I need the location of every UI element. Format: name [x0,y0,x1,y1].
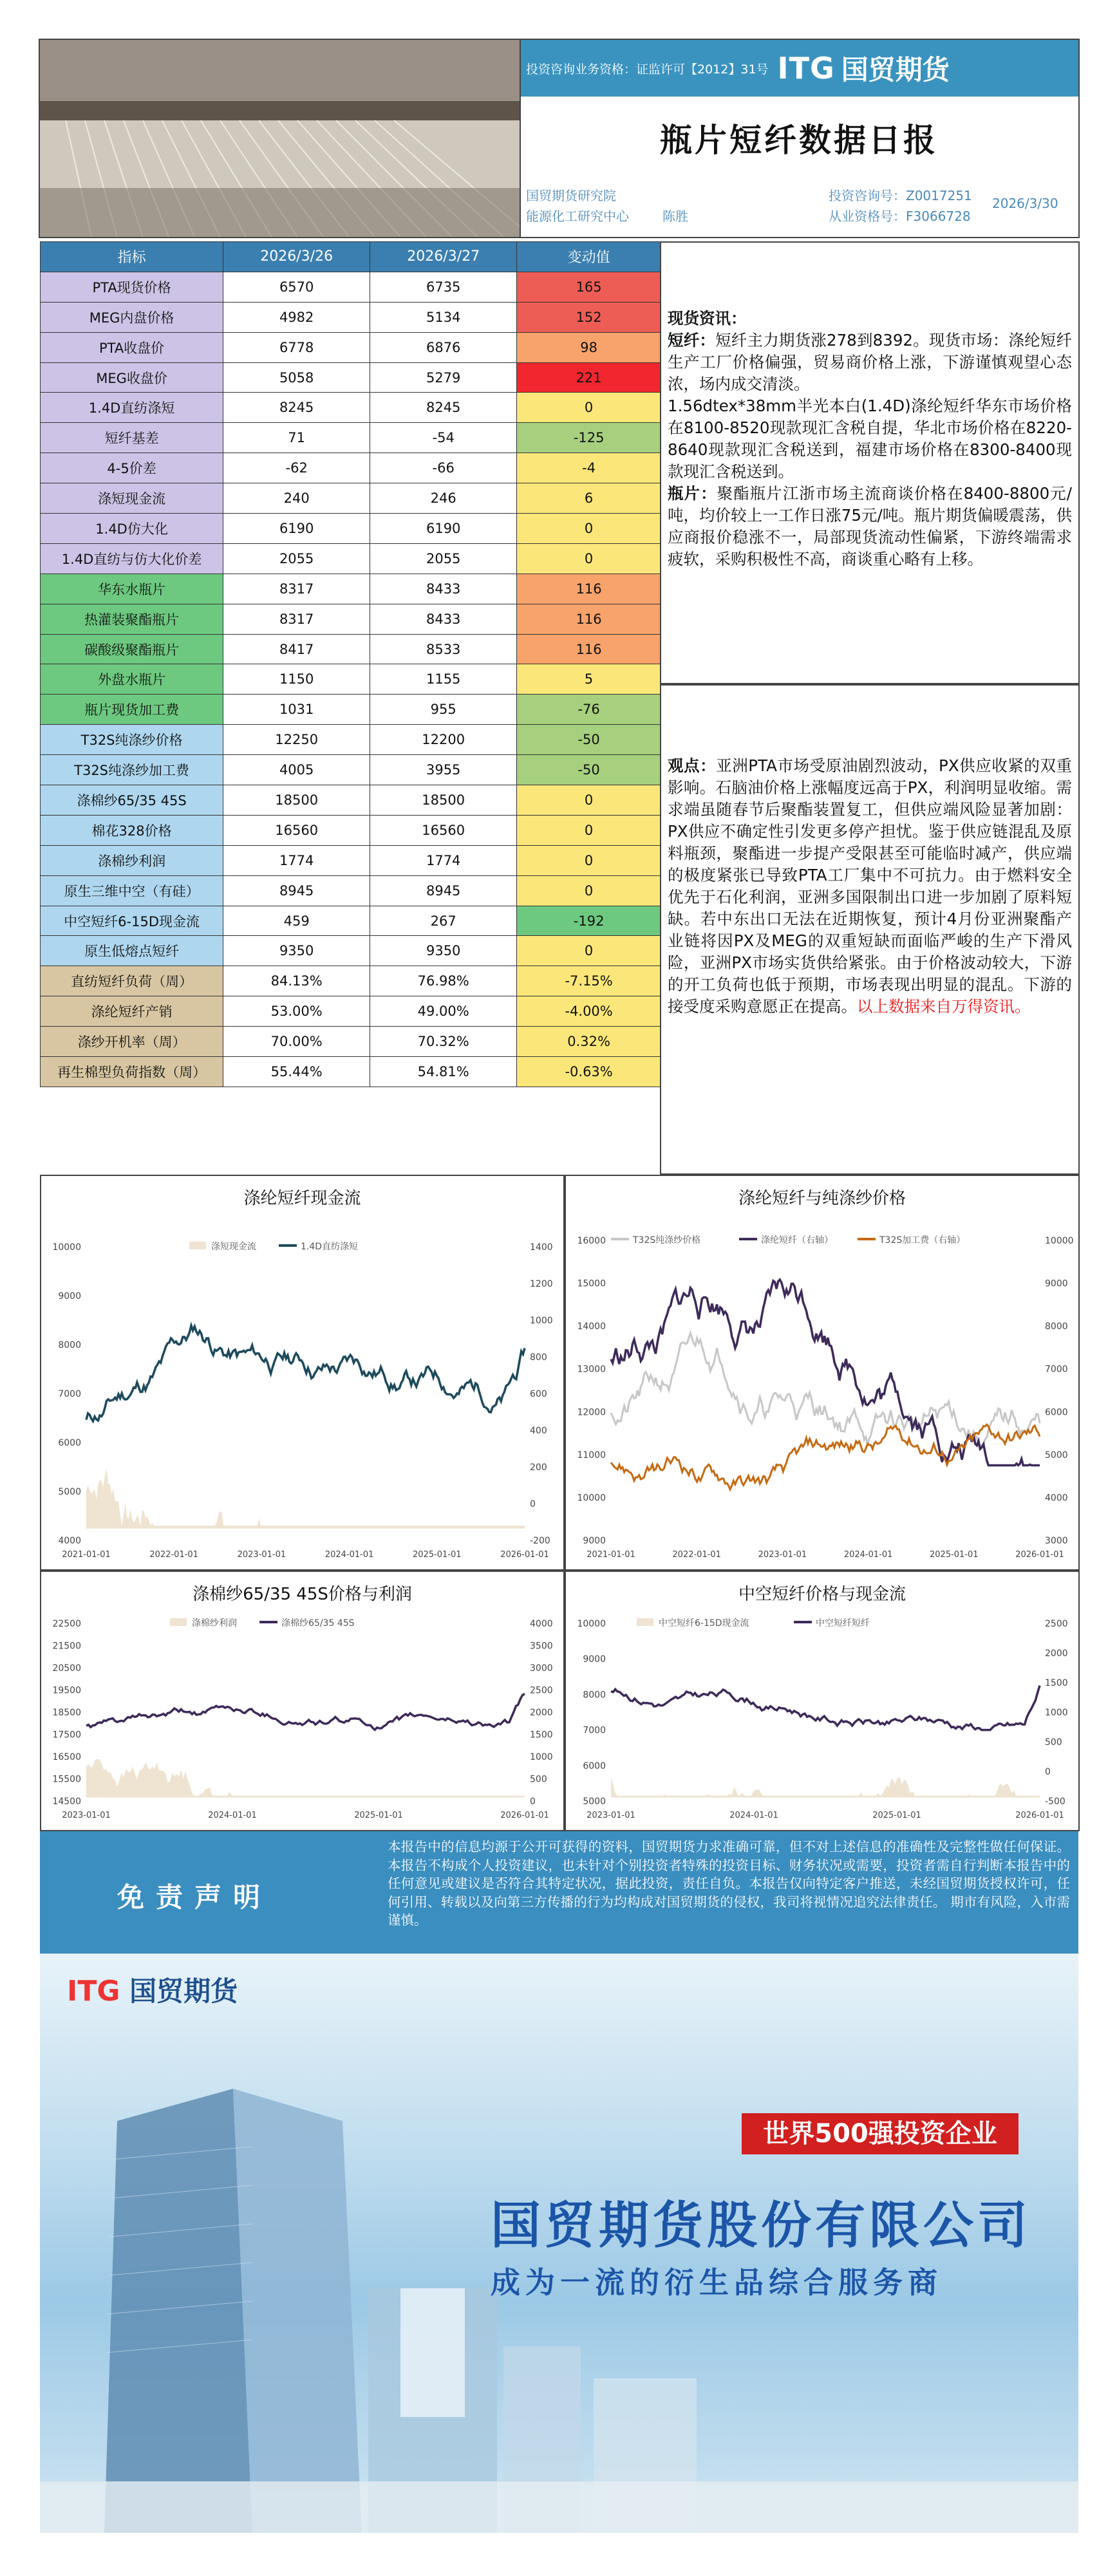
right-axis-tick: -500 [1045,1797,1065,1807]
x-axis-tick: 2022-01-01 [672,1550,721,1560]
right-axis-tick: 1500 [530,1730,553,1741]
table-row [41,815,661,845]
right-axis-tick: 1200 [530,1279,553,1289]
company-banner [40,1954,1078,2533]
value-date2: 5279 [370,362,517,393]
chart-svg [41,1572,563,1830]
right-axis-tick: 4000 [1045,1493,1068,1504]
change-value: -50 [517,755,661,785]
bottle-lead: 瓶片： [668,484,717,503]
value-date2: 6190 [370,514,517,544]
change-value: 0 [517,845,661,875]
series-line [611,1424,1040,1489]
chart-svg [566,1572,1078,1830]
change-value: -4 [517,453,661,483]
report-date: 2026/3/30 [992,196,1058,211]
view-lead: 观点： [668,756,717,775]
value-date2: 12200 [370,725,517,755]
change-value: 152 [517,302,661,332]
banner-itg-logo: ITG [67,1975,120,2008]
x-axis-tick: 2023-01-01 [62,1811,111,1820]
change-value: 98 [517,332,661,362]
value-date1: 5058 [223,362,370,393]
value-date1: 71 [223,423,370,453]
legend-label: 中空短纤短纤 [816,1618,870,1629]
change-value: -50 [517,725,661,755]
right-axis-tick: 1400 [530,1242,553,1253]
table-header-row [41,242,661,272]
table-row [41,996,661,1027]
right-axis-tick: 1000 [530,1752,553,1762]
left-axis-tick: 7000 [58,1389,81,1399]
chart-title: 涤纶短纤现金流 [243,1189,361,1208]
indicator-label: 中空短纤6-15D现金流 [41,906,223,936]
col-header-change: 变动值 [517,242,661,272]
value-date2: 76.98% [370,966,517,996]
x-axis-tick: 2021-01-01 [62,1550,111,1560]
table-row [41,332,661,362]
indicator-label: MEG内盘价格 [41,302,223,332]
indicator-label: 涤纱开机率（周） [41,1027,223,1057]
value-date2: 8433 [370,604,517,634]
left-axis-tick: 14000 [577,1321,606,1332]
col-header-indicator: 指标 [41,242,223,272]
value-date1: 4982 [223,302,370,332]
table-row [41,664,661,695]
indicator-label: T32S纯涤纱价格 [41,725,223,755]
indicator-label: 棉花328价格 [41,815,223,845]
legend-swatch [189,1242,206,1249]
fiber-lead: 短纤： [668,331,716,350]
series-area [86,1759,525,1798]
series-area [611,1777,1040,1797]
table-row [41,936,661,966]
right-axis-tick: 3000 [530,1663,553,1674]
company-slogan: 成为一流的衍生品综合服务商 [491,2265,943,2300]
value-date2: 8245 [370,393,517,423]
indicator-label: T32S纯涤纱加工费 [41,755,223,785]
right-axis-tick: 1000 [530,1316,553,1326]
chart-title: 中空短纤价格与现金流 [738,1585,906,1604]
left-axis-tick: 10000 [577,1493,606,1504]
change-value: 0 [517,393,661,423]
left-axis-tick: 10000 [577,1619,606,1629]
change-value: 116 [517,634,661,664]
disclaimer-label: 免责声明 [117,1881,272,1913]
company-logo-cn: 国贸期货 [841,54,950,86]
indicator-label: 1.4D直纺涤短 [41,393,223,423]
table-row [41,634,661,664]
legend-label: 中空短纤6-15D现金流 [659,1618,749,1629]
right-axis-tick: 6000 [1045,1407,1068,1418]
indicator-label: PTA现货价格 [41,272,223,302]
value-date1: 459 [223,906,370,936]
left-axis-tick: 22500 [52,1619,81,1629]
value-date2: 16560 [370,815,517,845]
left-axis-tick: 16500 [52,1752,81,1762]
spot-heading: 现货资讯： [668,309,747,328]
value-date1: 8417 [223,634,370,664]
value-date1: 53.00% [223,996,370,1027]
table-row [41,362,661,393]
indicator-label: MEG收盘价 [41,362,223,393]
value-date2: 8533 [370,634,517,664]
table-row [41,1027,661,1057]
change-value: 0.32% [517,1027,661,1057]
left-axis-tick: 8000 [583,1690,606,1701]
right-axis-tick: 800 [530,1352,547,1363]
value-date2: 9350 [370,936,517,966]
change-value: 165 [517,272,661,302]
table-row [41,453,661,483]
right-axis-tick: 3000 [1045,1536,1068,1546]
value-date1: 84.13% [223,966,370,996]
data-source-note: 以上数据来自万得资讯。 [857,997,1031,1016]
left-axis-tick: 12000 [577,1407,606,1418]
value-date1: 6570 [223,272,370,302]
change-value: -192 [517,906,661,936]
banner-brand [67,1970,238,2009]
series-line [611,1280,1040,1466]
change-value: 0 [517,815,661,845]
value-date1: 6778 [223,332,370,362]
disclaimer-section [40,1831,1078,1954]
legend-label: 涤纶短纤（右轴） [761,1235,833,1246]
chart-hollow-fiber [565,1571,1080,1831]
value-date1: 8317 [223,574,370,604]
value-date2: 70.32% [370,1027,517,1057]
company-name: 国贸期货股份有限公司 [491,2197,1032,2255]
value-date2: 6876 [370,332,517,362]
indicator-label: 热灌装聚酯瓶片 [41,604,223,634]
change-value: 0 [517,514,661,544]
table-row [41,755,661,785]
right-axis-tick: 2000 [530,1708,553,1718]
center-name: 能源化工研究中心 [526,209,629,224]
indicator-label: 瓶片现货加工费 [41,695,223,725]
col-header-date1: 2026/3/26 [223,242,370,272]
right-axis-tick: 600 [530,1389,547,1399]
indicator-label: 4-5价差 [41,453,223,483]
header-meta [520,179,1078,237]
left-axis-tick: 6000 [58,1438,81,1448]
legend-swatch [170,1618,187,1626]
value-date1: 8317 [223,604,370,634]
value-date2: 5134 [370,302,517,332]
series-line [86,1694,525,1730]
left-axis-tick: 6000 [583,1760,606,1771]
change-value: 0 [517,785,661,816]
x-axis-tick: 2025-01-01 [413,1550,462,1560]
value-date2: 18500 [370,785,517,816]
left-axis-tick: 8000 [58,1340,81,1350]
value-date2: -54 [370,423,517,453]
right-axis-tick: 2500 [530,1685,553,1696]
legend-swatch [637,1618,653,1626]
value-date1: 9350 [223,936,370,966]
right-axis-tick: 5000 [1045,1450,1068,1461]
left-axis-tick: 9000 [583,1536,606,1546]
value-date1: 18500 [223,785,370,816]
left-axis-tick: 14500 [52,1797,81,1807]
indicator-label: 再生棉型负荷指数（周） [41,1057,223,1087]
indicator-label: 涤纶短纤产销 [41,996,223,1027]
spot-info-text [661,303,1078,570]
change-value: -4.00% [517,996,661,1027]
change-value: 5 [517,664,661,695]
value-date1: -62 [223,453,370,483]
indicator-label: 1.4D仿大化 [41,514,223,544]
left-axis-tick: 15000 [577,1278,606,1289]
indicator-label: 涤棉纱65/35 45S [41,785,223,816]
value-date1: 240 [223,483,370,514]
table-row [41,423,661,453]
analyst-name: 陈胜 [662,209,688,224]
x-axis-tick: 2022-01-01 [149,1550,198,1560]
left-axis-tick: 17500 [52,1730,81,1741]
value-date2: 8433 [370,574,517,604]
table-row [41,393,661,423]
chart-title: 涤棉纱65/35 45S价格与利润 [192,1585,412,1604]
value-date2: 6735 [370,272,517,302]
change-value: 6 [517,483,661,514]
value-date2: 1155 [370,664,517,695]
legend-label: 1.4D直纺涤短 [301,1242,359,1252]
table-row [41,302,661,332]
indicator-label: 华东水瓶片 [41,574,223,604]
left-axis-tick: 20500 [52,1663,81,1674]
table-row [41,272,661,302]
indicator-label: PTA收盘价 [41,332,223,362]
fiber-price-text: 1.56dtex*38mm半光本白(1.4D)涤纶短纤华东市场价格在8100-8520现款现汇含税自提，华北市场价格在8220-8640现款现汇含税送到，福建市场价格在8300-8400现款现汇含税送到。 [668,397,1072,481]
chart-fiber-cashflow [40,1175,565,1571]
x-axis-tick: 2023-01-01 [758,1550,807,1560]
chart-fiber-yarn-price [565,1175,1080,1571]
value-date2: 955 [370,695,517,725]
value-date2: 49.00% [370,996,517,1027]
legend-label: T32S加工费（右轴） [879,1235,966,1246]
left-axis-tick: 9000 [58,1291,81,1302]
left-axis-tick: 9000 [583,1654,606,1665]
value-date1: 70.00% [223,1027,370,1057]
x-axis-tick: 2024-01-01 [324,1550,374,1560]
table-row [41,604,661,634]
value-date1: 16560 [223,815,370,845]
chart-svg [566,1176,1078,1569]
left-axis-tick: 13000 [577,1364,606,1375]
change-value: 0 [517,936,661,966]
x-axis-tick: 2025-01-01 [354,1811,403,1820]
view-body: 亚洲PTA市场受原油剧烈波动，PX供应收紧的双重影响。石脑油价格上涨幅度远高于PX，利润明显收缩。需求端虽随春节后聚酯装置复工，但供应端风险显著加剧：PX供应不确定性引发更多停产担忧。鉴于供应链混乱及原料瓶颈，聚酯进一步提产受限甚至可能临时减产，供应端的极度紧张已导致PTA工厂集中不可抗力。由于燃料安全优先于石化利润，亚洲多国限制出口进一步加剧了原料短缺。若中东出口无法在近期恢复，预计4月份亚洲聚酯产业链将因PX及MEG的双重短缺而面临严峻的生产下滑风险，亚洲PX市场实货供给紧张。由于价格波动较大，下游的开工负荷也低于预期，市场表现出明显的混乱。下游的接受度采购意愿正在提高。 [668,756,1073,1016]
value-date2: -66 [370,453,517,483]
legend-label: 涤棉纱65/35 45S [281,1618,355,1629]
right-axis-tick: 3500 [530,1641,553,1652]
right-axis-tick: 0 [530,1797,536,1807]
indicator-label: 直纺短纤负荷（周） [41,966,223,996]
x-axis-tick: 2026-01-01 [500,1811,549,1820]
chart-svg [41,1176,563,1569]
bottle-market-text: 聚酯瓶片江浙市场主流商谈价格在8400-8800元/吨，均价较上一工作日涨75元/吨。瓶片期货偏暖震荡，供应商报价稳涨不一，局部现货流动性偏紧，下游终端需求疲软，采购积极性不高，商谈重心略有上移。 [668,484,1073,568]
fortune500-badge: 世界500强投资企业 [742,2113,1018,2154]
fiber-market-text: 短纤主力期货涨278到8392。现货市场：涤纶短纤生产工厂价格偏强，贸易商价格上涨，下游谨慎观望心态浓，场内成交清淡。 [668,331,1072,393]
legend-label: T32S纯涤纱价格 [633,1235,701,1246]
x-axis-tick: 2023-01-01 [237,1550,286,1560]
table-row [41,514,661,544]
left-axis-tick: 4000 [58,1536,81,1546]
right-axis-tick: 1500 [1045,1678,1068,1688]
indicator-label: 1.4D直纺与仿大化价差 [41,543,223,574]
x-axis-tick: 2026-01-01 [1015,1550,1064,1560]
table-row [41,966,661,996]
value-date2: 267 [370,906,517,936]
change-value: -76 [517,695,661,725]
table-row [41,875,661,906]
value-date1: 1150 [223,664,370,695]
x-axis-tick: 2024-01-01 [208,1811,257,1820]
right-axis-tick: 500 [1045,1737,1062,1748]
table-row [41,845,661,875]
header-loom-image [40,40,520,237]
license-text: 投资咨询业务资格：证监许可【2012】31号 [526,62,769,77]
header-topbar [520,40,1078,97]
right-axis-tick: 8000 [1045,1321,1068,1332]
value-date2: 3955 [370,755,517,785]
value-date2: 8945 [370,875,517,906]
banner-brand-cn: 国贸期货 [129,1975,238,2007]
x-axis-tick: 2025-01-01 [930,1550,979,1560]
change-value: 221 [517,362,661,393]
change-value: 116 [517,574,661,604]
value-date2: 54.81% [370,1057,517,1087]
view-text [661,750,1078,1018]
right-axis-tick: 400 [530,1426,547,1436]
right-axis-tick: 0 [530,1499,536,1509]
table-row [41,906,661,936]
indicator-label: 涤短现金流 [41,483,223,514]
value-date1: 8245 [223,393,370,423]
itg-logo: ITG [777,51,835,86]
value-date2: 1774 [370,845,517,875]
value-date1: 12250 [223,725,370,755]
chart-poly-cotton-yarn [40,1571,565,1831]
right-axis-tick: 9000 [1045,1278,1068,1289]
value-date1: 55.44% [223,1057,370,1087]
indicator-label: 原生三维中空（有硅） [41,875,223,906]
right-axis-tick: 4000 [530,1619,553,1629]
x-axis-tick: 2024-01-01 [729,1811,778,1820]
right-axis-tick: 1000 [1045,1708,1068,1718]
x-axis-tick: 2023-01-01 [587,1811,635,1820]
left-axis-tick: 15500 [52,1774,81,1785]
left-axis-tick: 19500 [52,1685,81,1696]
right-axis-tick: 0 [1045,1767,1051,1777]
indicator-label: 碳酸级聚酯瓶片 [41,634,223,664]
table-row [41,725,661,755]
table-row [41,695,661,725]
value-date2: 246 [370,483,517,514]
right-axis-tick: 7000 [1045,1364,1068,1375]
series-line [611,1686,1040,1730]
value-date1: 8945 [223,875,370,906]
right-axis-tick: 10000 [1045,1236,1074,1246]
legend-label: 涤短现金流 [211,1242,256,1252]
x-axis-tick: 2026-01-01 [1015,1811,1064,1820]
value-date1: 4005 [223,755,370,785]
x-axis-tick: 2026-01-01 [500,1550,549,1560]
indicator-table [40,241,661,1087]
table-row [41,1057,661,1087]
left-axis-tick: 5000 [58,1487,81,1497]
left-axis-tick: 18500 [52,1708,81,1718]
disclaimer-text: 本报告中的信息均源于公开可获得的资料，国贸期货力求准确可靠，但不对上述信息的准确性及完整性做任何保证。本报告不构成个人投资建议，也未针对个别投资者特殊的投资目标、财务状况或需要，投资者需自行判断本报告中的任何意见或建议是否符合其特定状况，据此投资，责任自负。本报告仅向特定客户推送，未经国贸期货授权许可，任何引用、转载以及向第三方传播的行为均构成对国贸期货的侵权，我司将视情况追究法律责任。 期市有风险，入市需谨慎。 [388,1839,1070,1928]
indicator-label: 外盘水瓶片 [41,664,223,695]
series-line [611,1333,1040,1447]
value-date1: 2055 [223,543,370,574]
right-axis-tick: 2500 [1045,1619,1068,1629]
x-axis-tick: 2021-01-01 [587,1550,635,1560]
change-value: -7.15% [517,966,661,996]
value-date1: 1031 [223,695,370,725]
left-axis-tick: 11000 [577,1450,606,1461]
right-axis-tick: 2000 [1045,1648,1068,1659]
right-axis-tick: 500 [530,1774,547,1785]
left-axis-tick: 5000 [583,1797,606,1807]
right-axis-tick: 200 [530,1462,547,1473]
change-value: 116 [517,604,661,634]
loom-photo-illustration [40,40,520,237]
indicator-label: 原生低熔点短纤 [41,936,223,966]
table-row [41,785,661,816]
report-title: 瓶片短纤数据日报 [660,122,938,159]
series-line [86,1325,525,1421]
series-area [86,1469,525,1529]
left-axis-tick: 7000 [583,1725,606,1736]
left-axis-tick: 10000 [52,1242,81,1253]
value-date1: 6190 [223,514,370,544]
indicator-label: 短纤基差 [41,423,223,453]
table-row [41,543,661,574]
x-axis-tick: 2024-01-01 [843,1550,893,1560]
value-date2: 2055 [370,543,517,574]
table-row [41,483,661,514]
change-value: -0.63% [517,1057,661,1087]
change-value: 0 [517,543,661,574]
value-date1: 1774 [223,845,370,875]
chart-title: 涤纶短纤与纯涤纱价格 [738,1189,906,1208]
table-row [41,574,661,604]
change-value: 0 [517,875,661,906]
practice-number: 从业资格号：F3066728 [829,209,971,224]
left-axis-tick: 21500 [52,1641,81,1652]
left-axis-tick: 16000 [577,1236,606,1246]
indicator-label: 涤棉纱利润 [41,845,223,875]
right-axis-tick: -200 [530,1536,550,1546]
consult-number: 投资咨询号：Z0017251 [829,188,972,203]
legend-label: 涤棉纱利润 [192,1618,237,1629]
institute-name: 国贸期货研究院 [526,188,616,203]
col-header-date2: 2026/3/27 [370,242,517,272]
change-value: -125 [517,423,661,453]
x-axis-tick: 2025-01-01 [872,1811,921,1820]
